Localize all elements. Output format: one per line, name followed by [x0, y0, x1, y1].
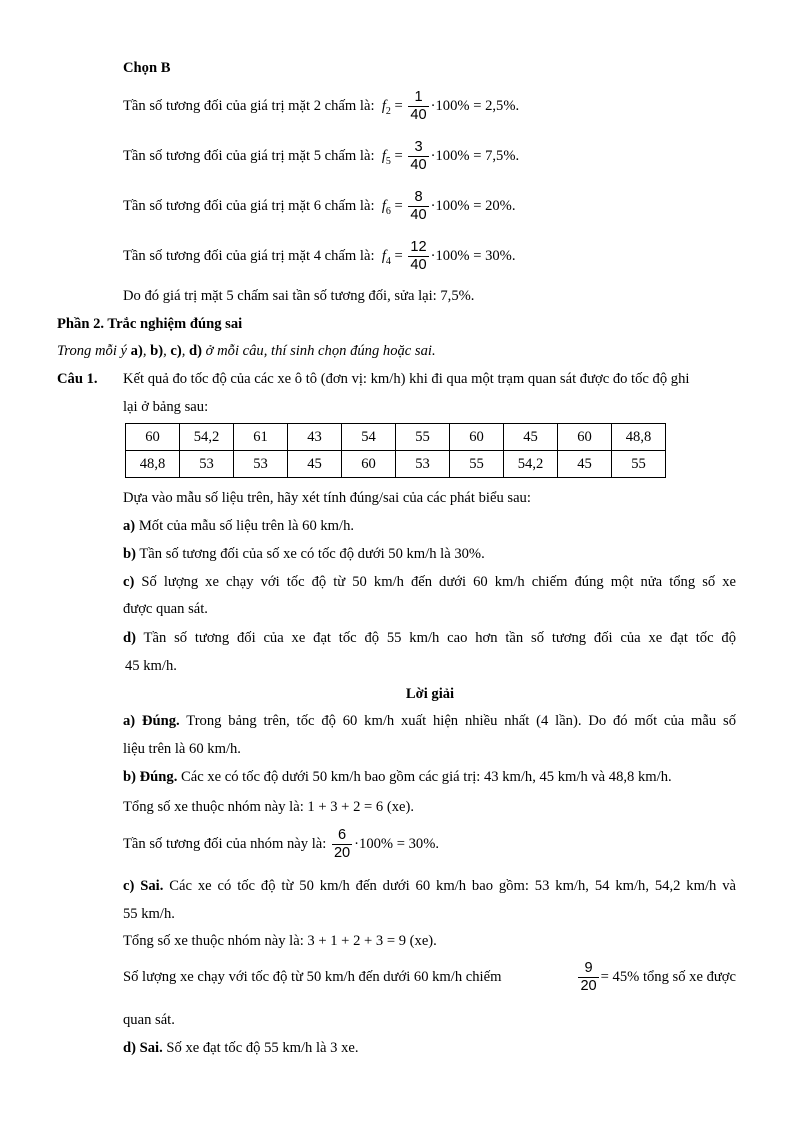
solution-heading: Lời giải [405, 686, 455, 702]
question-text-1: Kết quả đo tốc độ của các xe ô tô (đơn vị: km/h) khi đi qua một trạm quan sát được đo tốc độ ghi [123, 371, 690, 387]
instr-sep-3: , [181, 343, 190, 359]
solution-c-line-1 [123, 877, 736, 895]
solution-d-label: d) Sai. [123, 1040, 163, 1056]
f4-formula: $f_4$ = $\frac{12}{40}$ ·100% = 30%. [381, 239, 516, 274]
f6-line [123, 188, 515, 230]
answer-choice: Chọn B [123, 60, 171, 76]
table-row [126, 424, 666, 451]
statement-b [123, 545, 485, 563]
table-row [126, 451, 666, 478]
f5-fraction [408, 139, 428, 174]
f5-subscript: 5 [385, 155, 391, 167]
statement-c-text-1: Số lượng xe chạy với tốc độ từ 50 km/h đến dưới 60 km/h chiếm đúng một nửa tổng số xe [134, 574, 736, 590]
table-cell: 53 [234, 451, 288, 478]
question-label: Câu 1. [57, 371, 98, 387]
solution-d-text: Số xe đạt tốc độ 55 km/h là 3 xe. [162, 1040, 359, 1056]
solution-b-fraction [332, 827, 352, 862]
table-cell: 54,2 [504, 451, 558, 478]
solution-b-result: ·100% = 30%. [354, 836, 440, 852]
statement-c-text-2: được quan sát. [123, 601, 208, 617]
solution-b-text-2: Tổng số xe thuộc nhóm này là: 1 + 3 + 2 = 6 (xe). [123, 799, 414, 815]
statement-d-label: d) [123, 630, 136, 646]
statement-d-text-2: 45 km/h. [125, 658, 177, 674]
solution-c-numerator: 9 [578, 960, 598, 978]
instr-text-2: ở mỗi câu, thí sinh chọn đúng hoặc sai. [202, 343, 436, 359]
f5-result: ·100% = 7,5%. [430, 148, 520, 164]
table-cell: 60 [450, 424, 504, 451]
instr-b: b) [150, 343, 164, 359]
statements-prompt: Dựa vào mẫu số liệu trên, hãy xét tính đúng/sai của các phát biểu sau: [123, 490, 531, 506]
speed-table-body [126, 424, 666, 478]
f2-label: Tần số tương đối của giá trị mặt 2 chấm là: [123, 98, 375, 114]
f2-fraction [408, 89, 428, 124]
f4-fraction [408, 239, 428, 274]
table-cell: 48,8 [612, 424, 666, 451]
f6-fraction [408, 189, 428, 224]
table-cell: 53 [396, 451, 450, 478]
solution-c-text-1: Các xe có tốc độ từ 50 km/h đến dưới 60 km/h bao gồm: 53 km/h, 54 km/h, 54,2 km/h và [163, 878, 736, 894]
f4-numerator: 12 [410, 239, 427, 256]
f4-result: ·100% = 30%. [430, 248, 516, 264]
table-cell: 53 [180, 451, 234, 478]
f2-subscript: 2 [385, 105, 391, 117]
solution-a-label: a) Đúng. [123, 713, 180, 729]
f6-label: Tần số tương đối của giá trị mặt 6 chấm là: [123, 198, 375, 214]
table-cell: 45 [504, 424, 558, 451]
solution-d-line [123, 1039, 359, 1057]
solution-c-text-2: 55 km/h. [123, 906, 175, 922]
instr-text-1: Trong mỗi ý [57, 343, 131, 359]
table-cell: 45 [558, 451, 612, 478]
solution-b-numerator: 6 [332, 827, 352, 845]
f4-subscript: 4 [385, 255, 391, 267]
solution-c-text-4: Số lượng xe chạy với tốc độ từ 50 km/h đến dưới 60 km/h chiếm [123, 969, 502, 986]
table-cell: 54 [342, 424, 396, 451]
table-cell: 55 [396, 424, 450, 451]
f2-symbol: f [381, 98, 386, 114]
table-cell: 60 [558, 424, 612, 451]
f2-denominator: 40 [410, 107, 427, 124]
instructions [57, 342, 436, 360]
f5-formula: $f_5$ = $\frac{3}{40}$ ·100% = 7,5%. [381, 139, 520, 174]
f2-result: ·100% = 2,5%. [430, 98, 520, 114]
f4-label: Tần số tương đối của giá trị mặt 4 chấm là: [123, 248, 375, 264]
f6-result: ·100% = 20%. [430, 198, 516, 214]
table-cell: 45 [288, 451, 342, 478]
solution-b-denominator: 20 [333, 845, 351, 862]
solution-c-text-3: Tổng số xe thuộc nhóm này là: 3 + 1 + 2 + 3 = 9 (xe). [123, 933, 437, 949]
question-text-2: lại ở bảng sau: [123, 399, 209, 415]
solution-b-text-3: Tần số tương đối của nhóm này là: [123, 836, 327, 852]
section-heading: Phần 2. Trắc nghiệm đúng sai [57, 316, 243, 332]
f2-formula: $f_2$ = $\frac{1}{40}$ ·100% = 2,5%. [381, 89, 520, 124]
instr-c: c) [170, 343, 182, 359]
table-cell: 55 [450, 451, 504, 478]
table-cell: 55 [612, 451, 666, 478]
solution-b-text-1: Các xe có tốc độ dưới 50 km/h bao gồm các giá trị: 43 km/h, 45 km/h và 48,8 km/h. [177, 769, 672, 785]
statement-b-label: b) [123, 546, 136, 562]
f6-subscript: 6 [385, 205, 391, 217]
solution-c-fraction [578, 960, 598, 995]
solution-b-line-3 [123, 826, 439, 862]
table-cell: 54,2 [180, 424, 234, 451]
solution-a-text-1: Trong bảng trên, tốc độ 60 km/h xuất hiện nhiều nhất (4 lần). Do đó mốt của mẫu số [179, 713, 736, 729]
f5-numerator: 3 [408, 139, 428, 157]
solution-a-line-1 [123, 712, 736, 730]
statement-b-text: Tần số tương đối của số xe có tốc độ dưới 50 km/h là 30%. [135, 546, 485, 562]
instr-d: d) [189, 343, 203, 359]
statement-a [123, 517, 354, 535]
statement-a-label: a) [123, 518, 136, 534]
f5-symbol: f [381, 148, 386, 164]
table-cell: 60 [126, 424, 180, 451]
f2-line [123, 88, 519, 130]
instr-a: a) [130, 343, 143, 359]
f6-denominator: 40 [410, 207, 427, 224]
f4-denominator: 40 [410, 257, 427, 274]
f6-numerator: 8 [408, 189, 428, 207]
f5-label: Tần số tương đối của giá trị mặt 5 chấm là: [123, 148, 375, 164]
solution-a-text-2: liệu trên là 60 km/h. [123, 741, 241, 757]
f5-line [123, 138, 519, 180]
table-cell: 60 [342, 451, 396, 478]
table-cell: 61 [234, 424, 288, 451]
table-cell: 48,8 [126, 451, 180, 478]
solution-b-line-1 [123, 768, 672, 786]
solution-c-line-4 [123, 959, 736, 995]
statement-a-text: Mốt của mẫu số liệu trên là 60 km/h. [135, 518, 355, 534]
solution-c-result: = 45% tổng số xe được [600, 969, 736, 985]
f6-symbol: f [381, 198, 386, 214]
instr-sep-1: , [142, 343, 151, 359]
f4-symbol: f [381, 248, 386, 264]
solution-c-denominator: 20 [580, 978, 597, 995]
speed-table [125, 423, 666, 478]
f6-formula: $f_6$ = $\frac{8}{40}$ ·100% = 20%. [381, 189, 516, 224]
statement-c-label: c) [123, 574, 135, 590]
instr-sep-2: , [163, 343, 171, 359]
statement-d-text-1: Tần số tương đối của xe đạt tốc độ 55 km/h cao hơn tần số tương đối của xe đạt tốc độ [135, 630, 736, 646]
solution-c-label: c) Sai. [123, 878, 164, 894]
f4-line [123, 238, 515, 280]
f2-numerator: 1 [408, 89, 428, 107]
statement-c-line-1 [123, 573, 736, 591]
solution-c-text-5: quan sát. [123, 1012, 175, 1028]
statement-d-line-1 [123, 629, 736, 647]
solution-b-label: b) Đúng. [123, 769, 178, 785]
table-cell: 43 [288, 424, 342, 451]
f5-denominator: 40 [410, 157, 427, 174]
conclusion-text: Do đó giá trị mặt 5 chấm sai tần số tương đối, sửa lại: 7,5%. [123, 288, 475, 304]
